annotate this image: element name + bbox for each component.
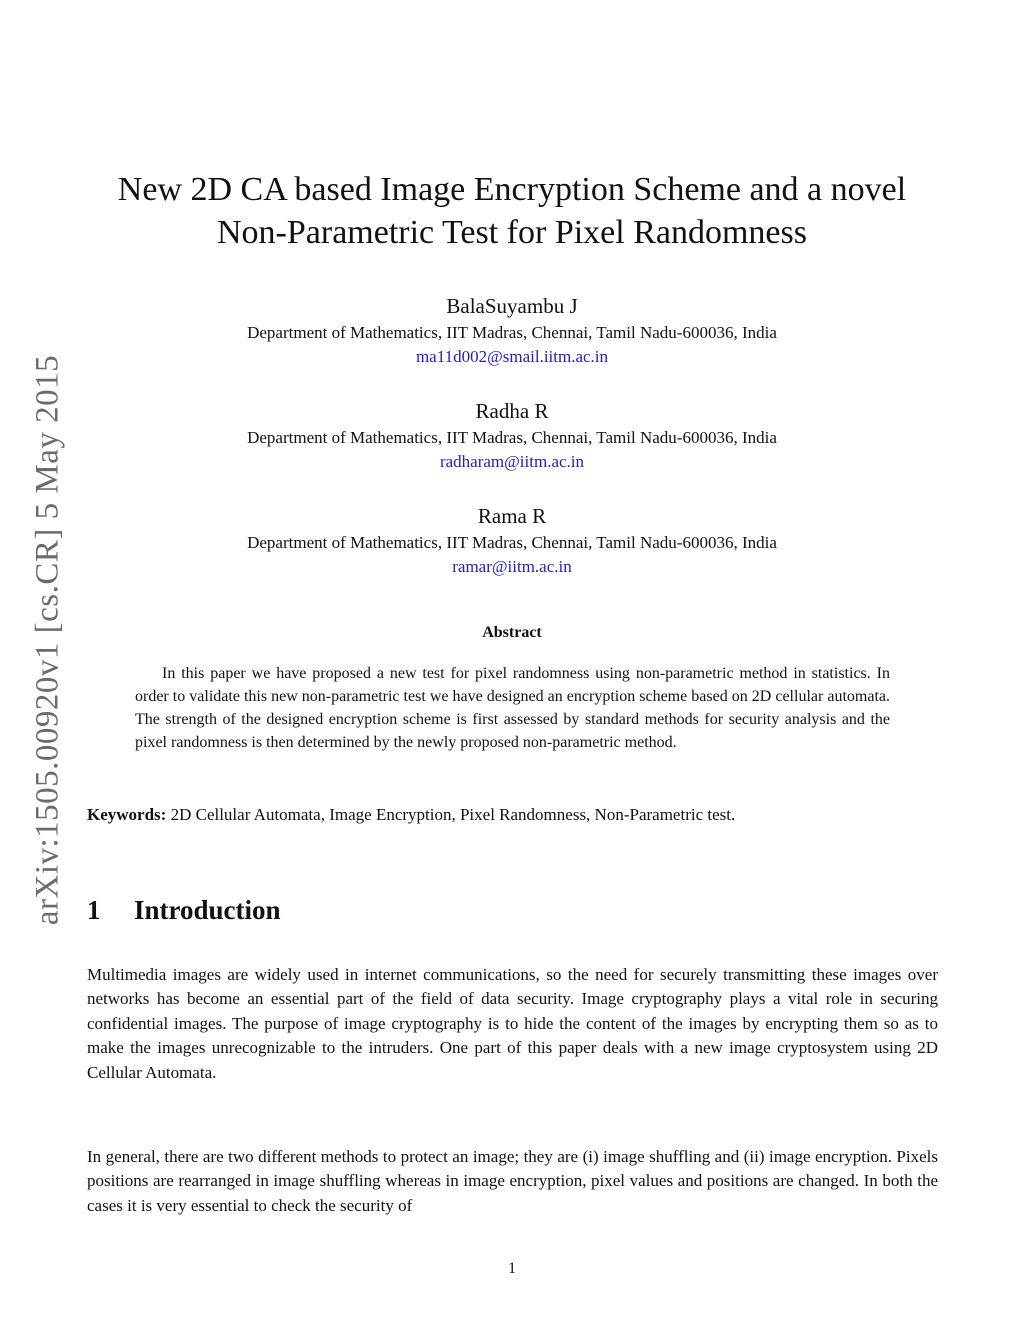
page-number: 1 — [508, 1260, 516, 1277]
author-block-3 — [0, 503, 1024, 579]
abstract-text: In this paper we have proposed a new test for pixel randomness using non-parametric method in statistics. In order to validate this new non-parametric test we have designed an encryption scheme based on 2D cellular automata. The strength of the designed encryption scheme is first assessed by standard methods for security analysis and the pixel randomness is then determined by the newly proposed non-parametric method. — [135, 665, 890, 751]
intro-paragraph-1: Multimedia images are widely used in internet communications, so the need for securely transmitting these images over networks has become an essential part of the field of data security. Image cryptography plays a vital role in securing confidential images. The purpose of image cryptography is to hide the content of the images by encrypting them so as to make the images unrecognizable to the intruders. One part of this paper deals with a new image cryptosystem using 2D Cellular Automata. — [87, 965, 938, 1082]
section-number: 1 — [87, 895, 101, 925]
author-email-link[interactable]: ramar@iitm.ac.in — [452, 557, 572, 576]
paper-title — [0, 168, 1024, 254]
author-block-2 — [0, 398, 1024, 474]
author-email-link[interactable]: radharam@iitm.ac.in — [439, 452, 585, 471]
title-line-1: New 2D CA based Image Encryption Scheme and a novel — [117, 171, 907, 208]
author-email-link[interactable]: ma11d002@smail.iitm.ac.in — [415, 347, 609, 366]
keywords — [87, 803, 947, 827]
title-line-2: Non-Parametric Test for Pixel Randomness — [217, 214, 807, 251]
author-block-1 — [0, 293, 1024, 369]
author-name: Rama R — [477, 504, 547, 528]
intro-paragraph-2: In general, there are two different methods to protect an image; they are (i) image shuffling and (ii) image encryption. Pixels positions are rearranged in image shuffling whereas in image encryption, pixel values and positions are changed. In both the cases it is very essential to check the security of — [87, 1147, 938, 1215]
author-name: Radha R — [475, 399, 549, 423]
abstract-heading: Abstract — [482, 624, 542, 641]
section-title: Introduction — [134, 895, 281, 925]
keywords-text: 2D Cellular Automata, Image Encryption, Pixel Randomness, Non-Parametric test. — [170, 805, 736, 824]
author-name: BalaSuyambu J — [446, 294, 578, 318]
section-heading-introduction — [87, 895, 281, 926]
keywords-label: Keywords: — [87, 805, 167, 824]
author-affiliation: Department of Mathematics, IIT Madras, Chennai, Tamil Nadu-600036, India — [247, 428, 777, 447]
author-affiliation: Department of Mathematics, IIT Madras, Chennai, Tamil Nadu-600036, India — [247, 323, 777, 342]
arxiv-identifier: arXiv:1505.00920v1 [cs.CR] 5 May 2015 — [29, 354, 66, 926]
author-affiliation: Department of Mathematics, IIT Madras, Chennai, Tamil Nadu-600036, India — [247, 533, 777, 552]
